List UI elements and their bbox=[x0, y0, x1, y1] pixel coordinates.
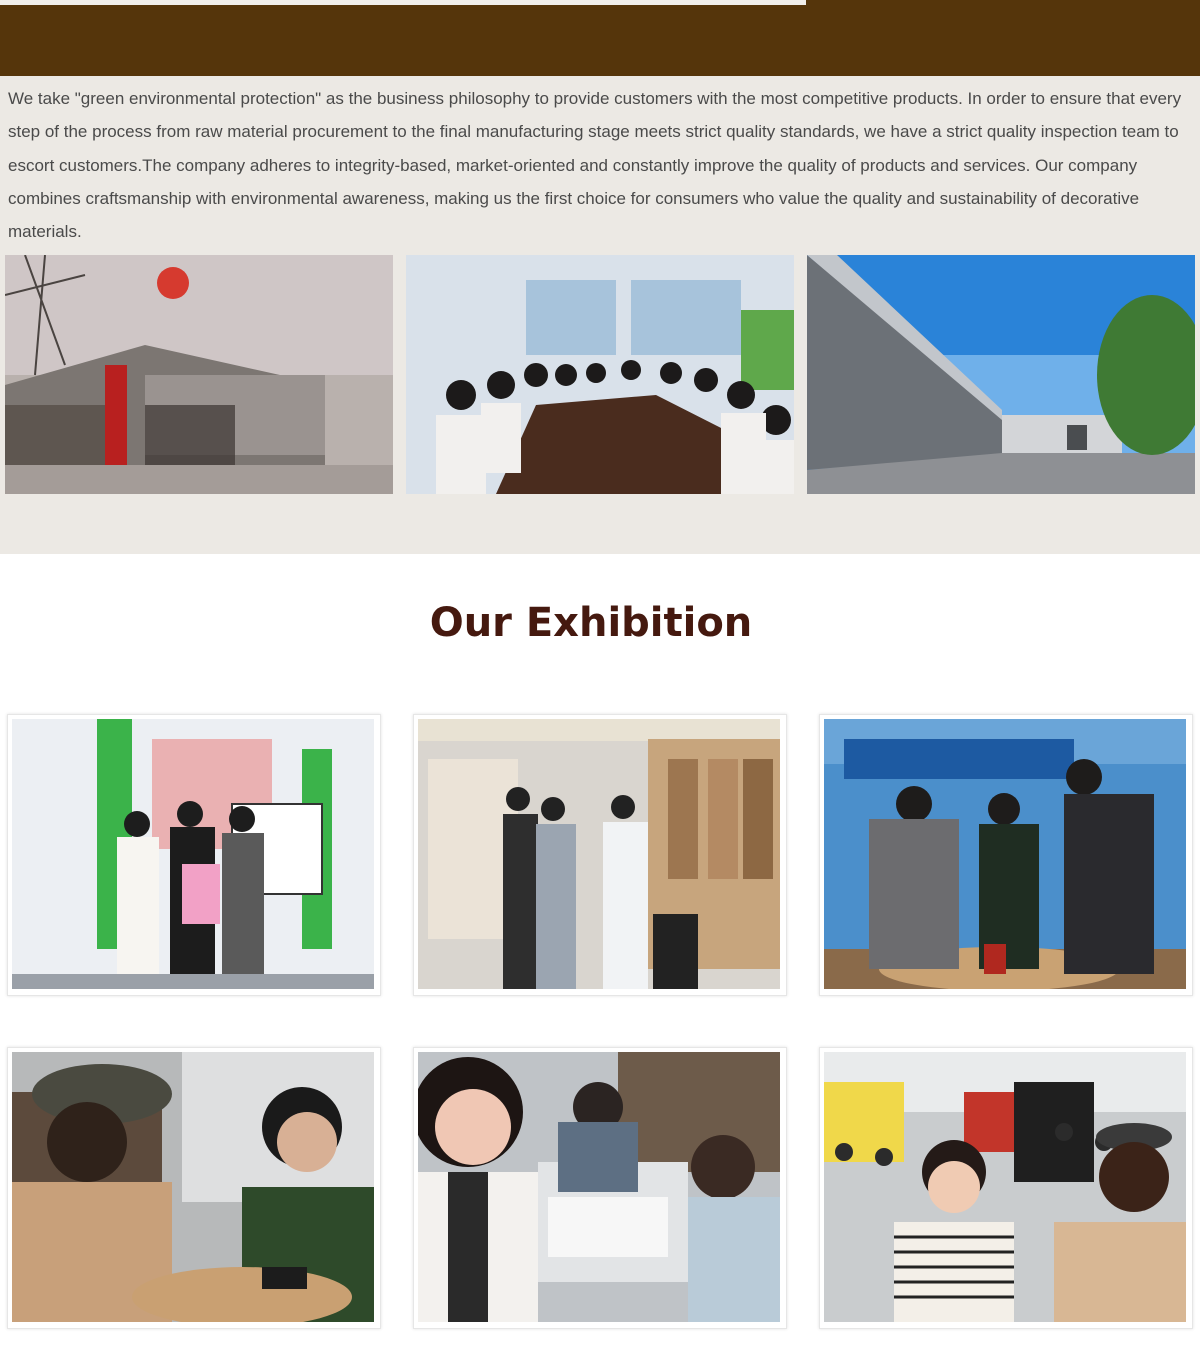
exhibition-card[interactable] bbox=[7, 1047, 381, 1329]
exhibition-photo-1 bbox=[12, 719, 374, 989]
exhibition-card[interactable] bbox=[7, 714, 381, 996]
exhibition-card[interactable] bbox=[819, 1047, 1193, 1329]
exhibition-photo-2 bbox=[418, 719, 780, 989]
exhibition-card[interactable] bbox=[819, 714, 1193, 996]
warehouse-building-photo bbox=[807, 255, 1195, 494]
factory-gate-photo bbox=[5, 255, 393, 494]
exhibition-card[interactable] bbox=[413, 1047, 787, 1329]
meeting-room-team-photo bbox=[406, 255, 794, 494]
about-paragraph: We take "green environmental protection" as the business philosophy to provide customers with the most competitive products. In order to ensure that every step of the process from raw material procurement to the final manufacturing stage meets strict quality standards, we have a strict quality inspection team to escort customers.The company adheres to integrity-based, market-oriented and constantly improve the quality of products and services. Our company combines craftsmanship with environmental awareness, making us the first choice for consumers who value the quality and sustainability of decorative materials. bbox=[8, 89, 1182, 242]
exhibition-photo-3 bbox=[824, 719, 1186, 989]
header-band bbox=[0, 0, 1200, 76]
exhibition-title: Our Exhibition bbox=[429, 600, 753, 646]
header-strip bbox=[0, 0, 806, 5]
exhibition-photo-4 bbox=[12, 1052, 374, 1322]
exhibition-photo-5 bbox=[418, 1052, 780, 1322]
exhibition-card[interactable] bbox=[413, 714, 787, 996]
exhibition-photo-6 bbox=[824, 1052, 1186, 1322]
